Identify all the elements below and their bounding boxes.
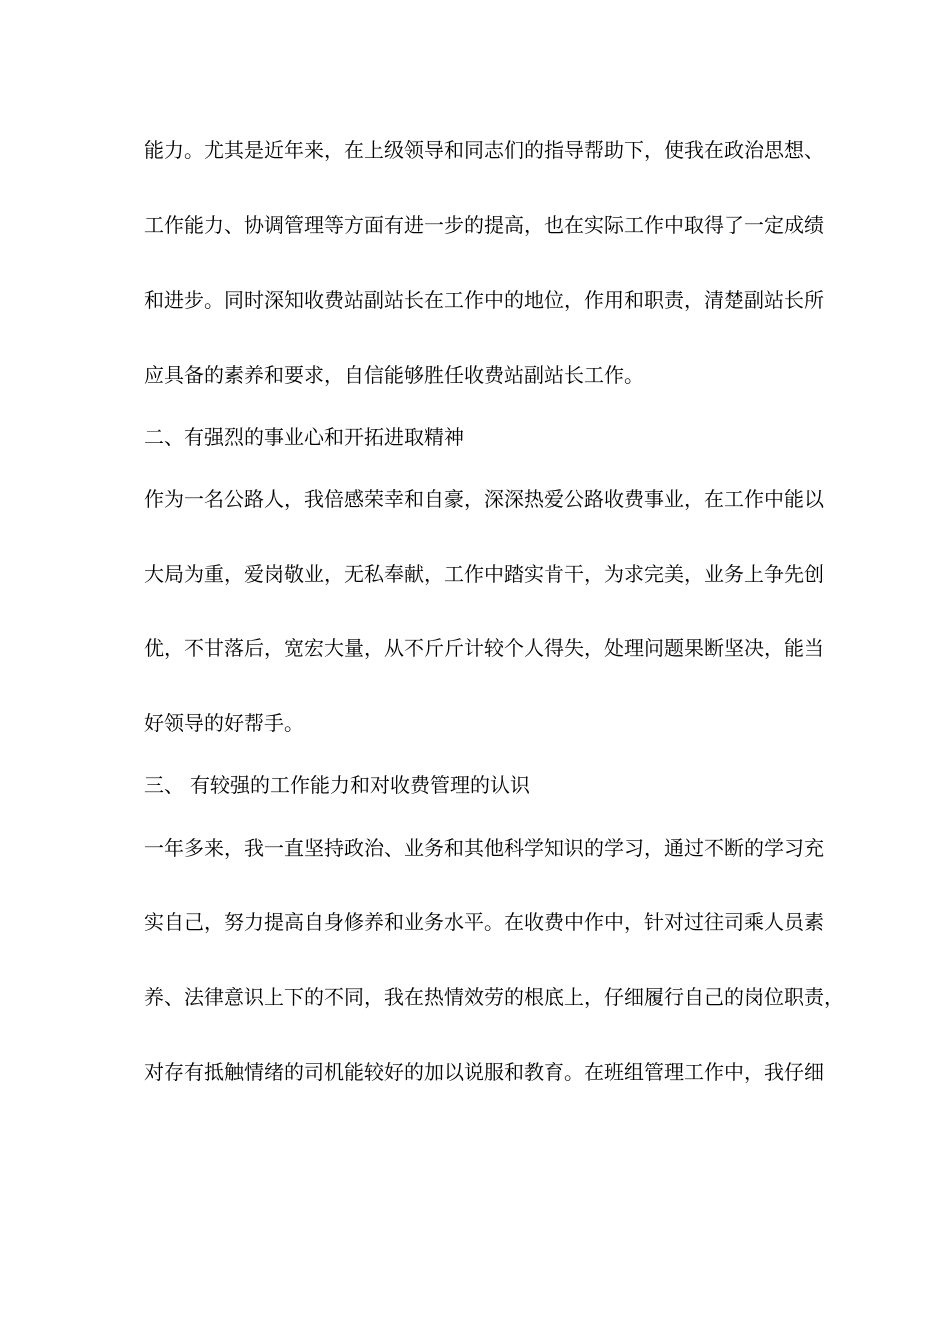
paragraph-line: 应具备的素养和要求，自信能够胜任收费站副站长工作。 (144, 363, 644, 387)
paragraph-line: 对存有抵触情绪的司机能较好的加以说服和教育。在班组管理工作中，我仔细 (144, 1060, 824, 1084)
paragraph-line: 一年多来，我一直坚持政治、业务和其他科学知识的学习，通过不断的学习充 (144, 836, 824, 860)
paragraph-line: 工作能力、协调管理等方面有进一步的提高，也在实际工作中取得了一定成绩 (144, 213, 824, 237)
section-heading-number: 三、 (144, 773, 184, 797)
paragraph-line: 大局为重，爱岗敬业，无私奉献，工作中踏实肯干，为求完美，业务上争先创 (144, 562, 824, 586)
paragraph-line: 好领导的好帮手。 (144, 711, 304, 735)
section-heading-text: 有较强的工作能力和对收费管理的认识 (190, 773, 530, 797)
paragraph-line: 能力。尤其是近年来，在上级领导和同志们的指导帮助下，使我在政治思想、 (144, 138, 824, 162)
paragraph-line: 作为一名公路人，我倍感荣幸和自豪，深深热爱公路收费事业，在工作中能以 (144, 487, 824, 511)
section-heading-2: 二、有强烈的事业心和开拓进取精神 (144, 425, 464, 449)
paragraph-line: 养、法律意识上下的不同，我在热情效劳的根底上，仔细履行自己的岗位职责， (144, 985, 844, 1009)
paragraph-line: 实自己，努力提高自身修养和业务水平。在收费中作中，针对过往司乘人员素 (144, 910, 824, 934)
paragraph-line: 优，不甘落后，宽宏大量，从不斤斤计较个人得失，处理问题果断坚决，能当 (144, 636, 824, 660)
section-heading-3 (144, 771, 824, 799)
paragraph-line: 和进步。同时深知收费站副站长在工作中的地位，作用和职责，清楚副站长所 (144, 288, 824, 312)
